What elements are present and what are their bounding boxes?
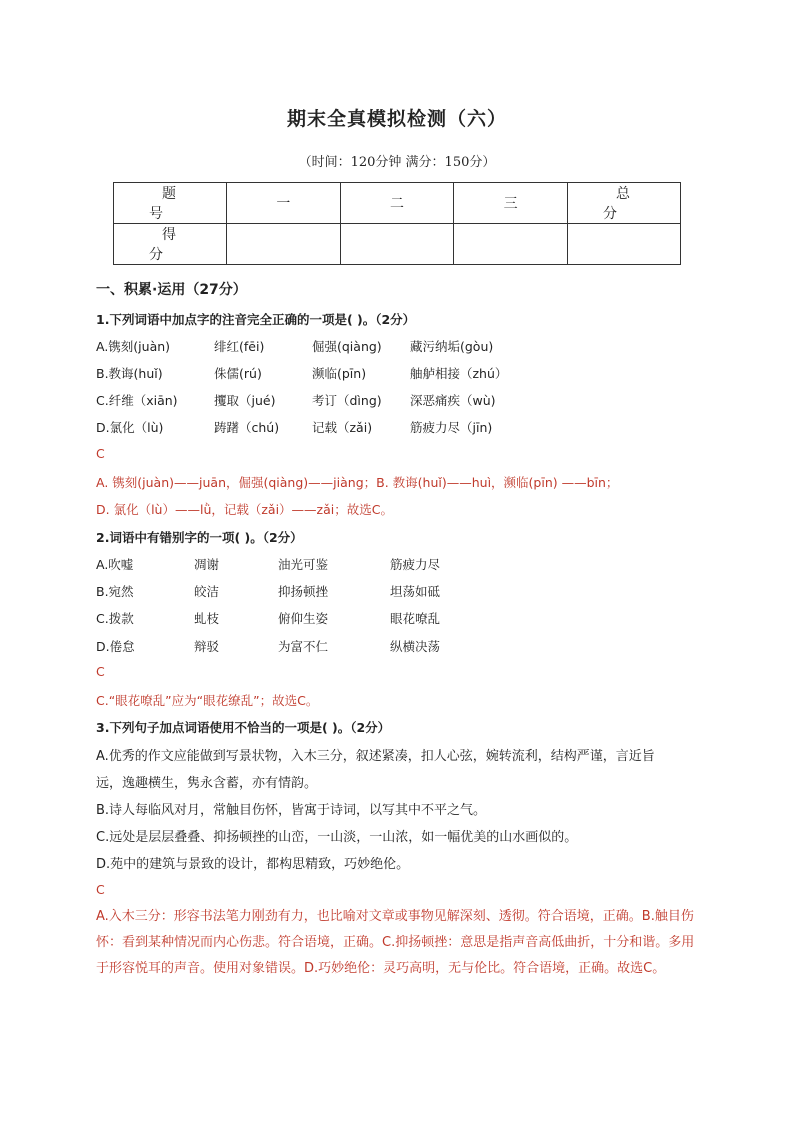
score-table-header-row (114, 183, 681, 224)
option-word: 筋疲力尽 (390, 557, 441, 572)
answer-explanation: C.“眼花嘹乱”应为“眼花缭乱”；故选C。 (96, 693, 319, 708)
option-word: 眼花嘹乱 (390, 611, 441, 626)
answer-explanation: D. 氯化（lù）——lǜ，记载（zǎi）——zǎi；故选C。 (96, 502, 393, 517)
answer-letter: C (96, 664, 105, 679)
score-table-cell: 二 (340, 183, 454, 224)
score-table-cell: 得 分 (114, 224, 227, 265)
option-word: C.拨款 (96, 611, 134, 626)
option-word: 藏污纳垢(gòu) (410, 339, 494, 354)
score-entry-cell[interactable] (227, 224, 341, 265)
option-text: D.苑中的建筑与景致的设计，都构思精致，巧妙绝伦。 (96, 857, 410, 872)
option-word: 油光可鉴 (278, 557, 329, 572)
score-table-cell: 总 分 (568, 183, 681, 224)
option-word: 濒临(pīn) (312, 366, 367, 381)
score-table-score-row (114, 224, 681, 265)
exam-time-and-score: （时间：120分钟 满分：150分） (298, 155, 496, 170)
option-word: 筋疲力尽（jīn) (410, 420, 493, 435)
option-word: 倔强(qiàng) (312, 339, 382, 354)
option-word: 侏儒(rú) (214, 366, 262, 381)
section-heading: 一、积累·运用（27分） (96, 282, 247, 298)
score-table-cell: 题 号 (114, 183, 227, 224)
option-text: A.优秀的作文应能做到写景状物，入木三分，叙述紧凑，扣人心弦，婉转流利，结构严谨，言近旨 (96, 749, 655, 764)
option-word: 绯红(fēi) (214, 339, 265, 354)
score-table-cell: 三 (454, 183, 568, 224)
question-stem: 1.下列词语中加点字的注音完全正确的一项是( )。（2分） (96, 312, 416, 327)
score-entry-cell[interactable] (568, 224, 681, 265)
score-entry-cell[interactable] (340, 224, 454, 265)
option-word: B.教诲(huǐ) (96, 366, 163, 381)
option-word: B.宛然 (96, 584, 134, 599)
option-word: 踌躇（chú) (214, 420, 280, 435)
option-word: 深恶痛疾（wù) (410, 393, 496, 408)
answer-letter: C (96, 882, 105, 897)
option-word: 坦荡如砥 (390, 584, 441, 599)
answer-explanation: A. 镌刻(juàn)——juān，倔强(qiàng)——jiàng；B. 教诲(huǐ)——huì，濒临(pīn) ——bīn； (96, 475, 619, 490)
option-word: 攫取（jué) (214, 393, 276, 408)
option-word: A.吹嘘 (96, 557, 134, 572)
option-text: C.远处是层层叠叠、抑扬顿挫的山峦，一山淡，一山浓，如一幅优美的山水画似的。 (96, 830, 578, 845)
option-word: 凋谢 (194, 557, 220, 572)
option-word: 皎洁 (194, 584, 220, 599)
option-word: 记载（zǎi) (312, 420, 373, 435)
option-word: D.倦怠 (96, 639, 135, 654)
question-stem: 2.词语中有错别字的一项( )。（2分） (96, 530, 303, 545)
question-stem: 3.下列句子加点词语使用不恰当的一项是( )。（2分） (96, 720, 391, 735)
answer-explanation: A.入木三分：形容书法笔力刚劲有力，也比喻对文章或事物见解深刻、透彻。符合语境，正确。B.触目伤怀：看到某种情况而内心伤悲。符合语境，正确。C.抑扬顿挫：意思是指声音高低曲折，十分和谐。多用于形容悦耳的声音。使用对象错误。D.巧妙绝伦：灵巧高明，无与伦比。符合语境，正确。故选C。 (96, 909, 695, 976)
option-word: 抑扬顿挫 (278, 584, 329, 599)
page-title: 期末全真模拟检测（六） (286, 108, 507, 130)
option-word: 为富不仁 (278, 639, 329, 654)
option-text: 远，逸趣横生，隽永含蓄，亦有情韵。 (96, 776, 318, 791)
option-word: 纵横决荡 (390, 639, 441, 654)
score-table (113, 182, 681, 265)
option-word: 虬枝 (194, 611, 220, 626)
option-word: 考订（dìng) (312, 393, 382, 408)
score-entry-cell[interactable] (454, 224, 568, 265)
answer-letter: C (96, 446, 105, 461)
option-word: A.镌刻(juàn) (96, 339, 171, 354)
score-table-cell: 一 (227, 183, 341, 224)
option-word: C.纤维（xiān) (96, 393, 178, 408)
option-word: 辩驳 (194, 639, 220, 654)
option-word: D.氯化（lù) (96, 420, 164, 435)
option-word: 舳舻相接（zhú） (410, 366, 508, 381)
option-text: B.诗人每临风对月，常触目伤怀，皆寓于诗词，以写其中不平之气。 (96, 803, 487, 818)
option-word: 俯仰生姿 (278, 611, 329, 626)
